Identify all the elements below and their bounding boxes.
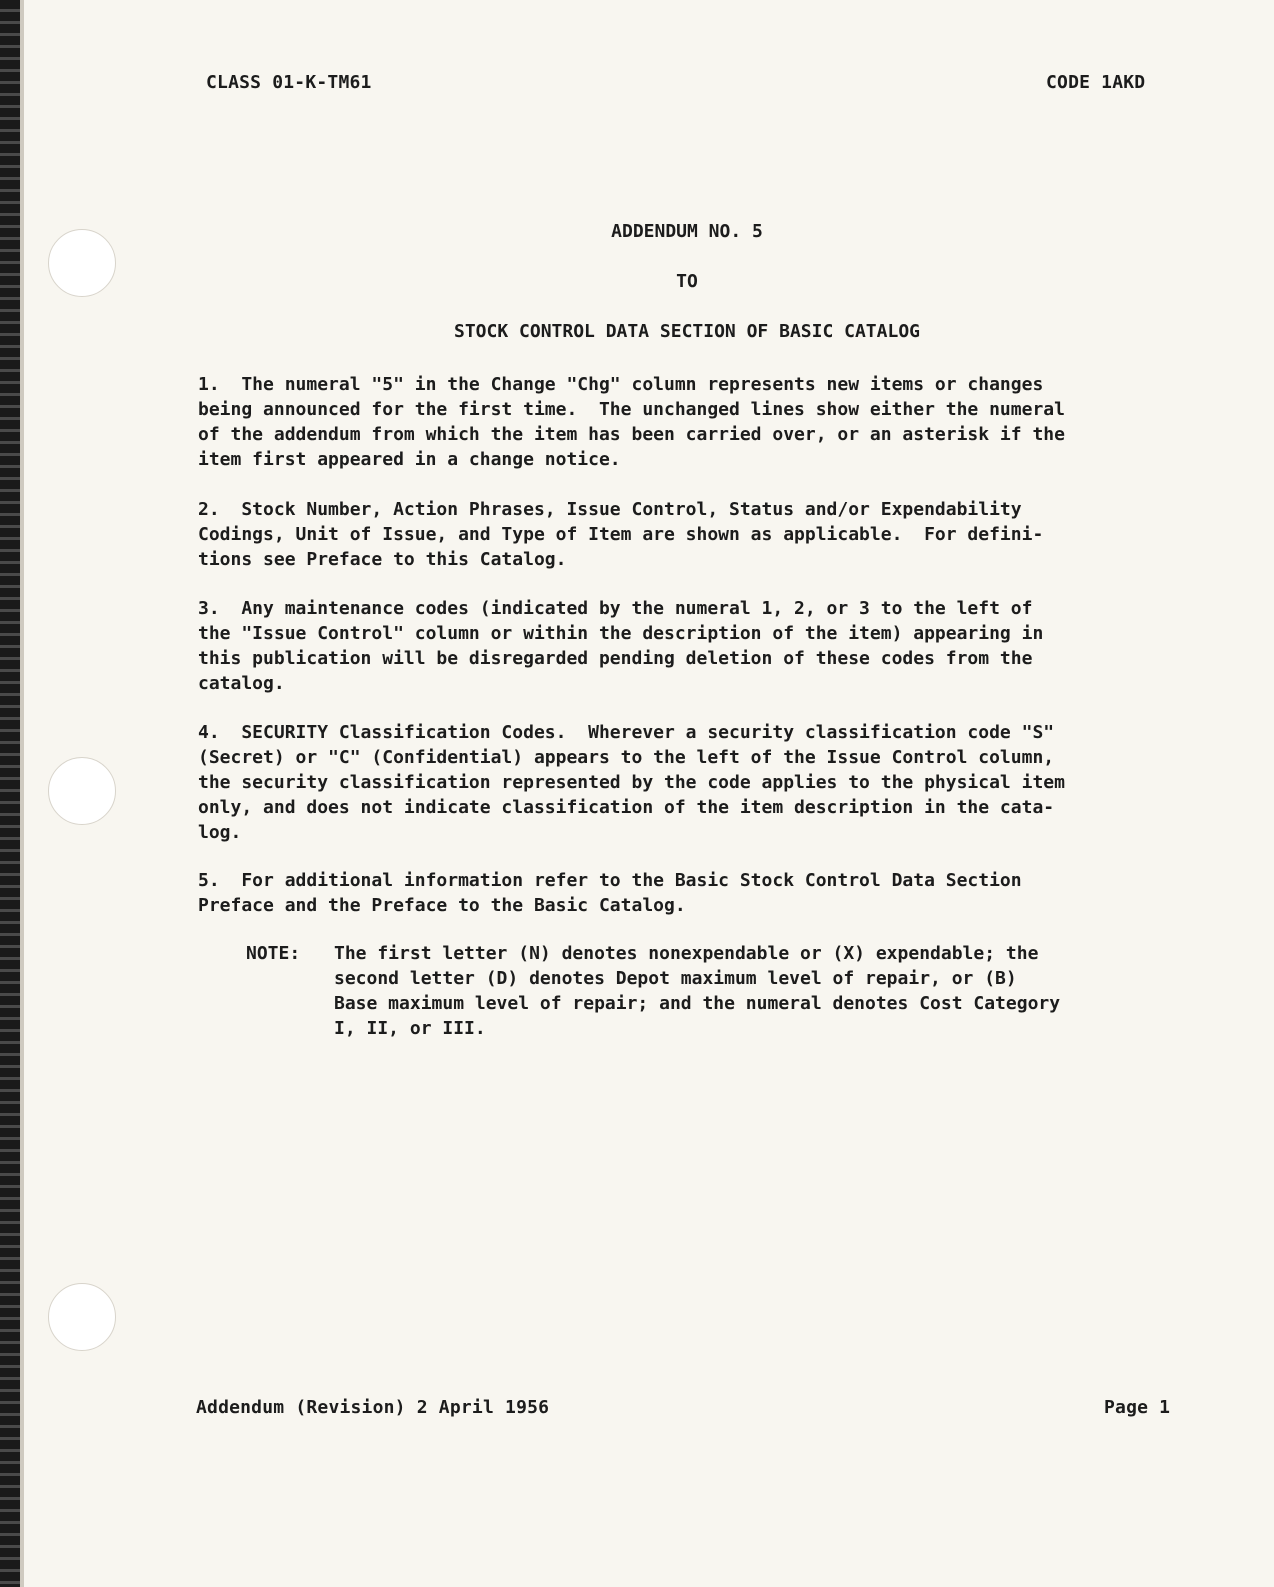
note-label: NOTE: xyxy=(246,943,301,964)
paragraph-line: 1. The numeral "5" in the Change "Chg" column represents new items or changes xyxy=(198,374,1044,395)
class-label: CLASS 01-K-TM61 xyxy=(206,72,372,93)
paragraph-3 xyxy=(198,596,1198,696)
note-line: The first letter (N) denotes nonexpendable or (X) expendable; the xyxy=(334,943,1039,964)
note-body xyxy=(334,941,1194,1041)
paragraph-line: being announced for the first time. The unchanged lines show either the numeral xyxy=(198,399,1065,420)
punch-hole xyxy=(48,757,116,825)
note-line: second letter (D) denotes Depot maximum level of repair, or (B) xyxy=(334,968,1017,989)
paragraph-line: catalog. xyxy=(198,673,285,694)
paragraph-line: 2. Stock Number, Action Phrases, Issue Control, Status and/or Expendability xyxy=(198,499,1022,520)
binding-strip xyxy=(0,0,20,1587)
paragraph-2 xyxy=(198,497,1198,572)
note-line: I, II, or III. xyxy=(334,1018,486,1039)
addendum-title: ADDENDUM NO. 5 xyxy=(611,221,763,242)
paragraph-line: this publication will be disregarded pending deletion of these codes from the xyxy=(198,648,1033,669)
paragraph-4 xyxy=(198,720,1198,845)
footer-date: Addendum (Revision) 2 April 1956 xyxy=(196,1397,550,1418)
paragraph-line: 4. SECURITY Classification Codes. Wherever a security classification code "S" xyxy=(198,722,1055,743)
paragraph-line: only, and does not indicate classification of the item description in the cata- xyxy=(198,797,1055,818)
paragraph-line: (Secret) or "C" (Confidential) appears to the left of the Issue Control column, xyxy=(198,747,1055,768)
paragraph-line: the security classification represented by the code applies to the physical item xyxy=(198,772,1065,793)
paragraph-line: 3. Any maintenance codes (indicated by the numeral 1, 2, or 3 to the left of xyxy=(198,598,1033,619)
code-label: CODE 1AKD xyxy=(1046,72,1146,93)
binding-edge xyxy=(20,0,24,1587)
paragraph-line: item first appeared in a change notice. xyxy=(198,449,621,470)
paragraph-line: tions see Preface to this Catalog. xyxy=(198,549,567,570)
addendum-to: TO xyxy=(676,271,698,292)
paragraph-line: log. xyxy=(198,822,242,843)
paragraph-line: Codings, Unit of Issue, and Type of Item are shown as applicable. For defini- xyxy=(198,524,1044,545)
paragraph-line: the "Issue Control" column or within the description of the item) appearing in xyxy=(198,623,1044,644)
page-number: Page 1 xyxy=(1104,1397,1171,1418)
section-title: STOCK CONTROL DATA SECTION OF BASIC CATALOG xyxy=(454,321,920,342)
paragraph-5 xyxy=(198,868,1198,918)
note-line: Base maximum level of repair; and the numeral denotes Cost Category xyxy=(334,993,1061,1014)
paragraph-line: of the addendum from which the item has been carried over, or an asterisk if the xyxy=(198,424,1065,445)
paragraph-line: 5. For additional information refer to the Basic Stock Control Data Section xyxy=(198,870,1022,891)
paragraph-line: Preface and the Preface to the Basic Catalog. xyxy=(198,895,686,916)
punch-hole xyxy=(48,1283,116,1351)
paragraph-1 xyxy=(198,372,1198,472)
